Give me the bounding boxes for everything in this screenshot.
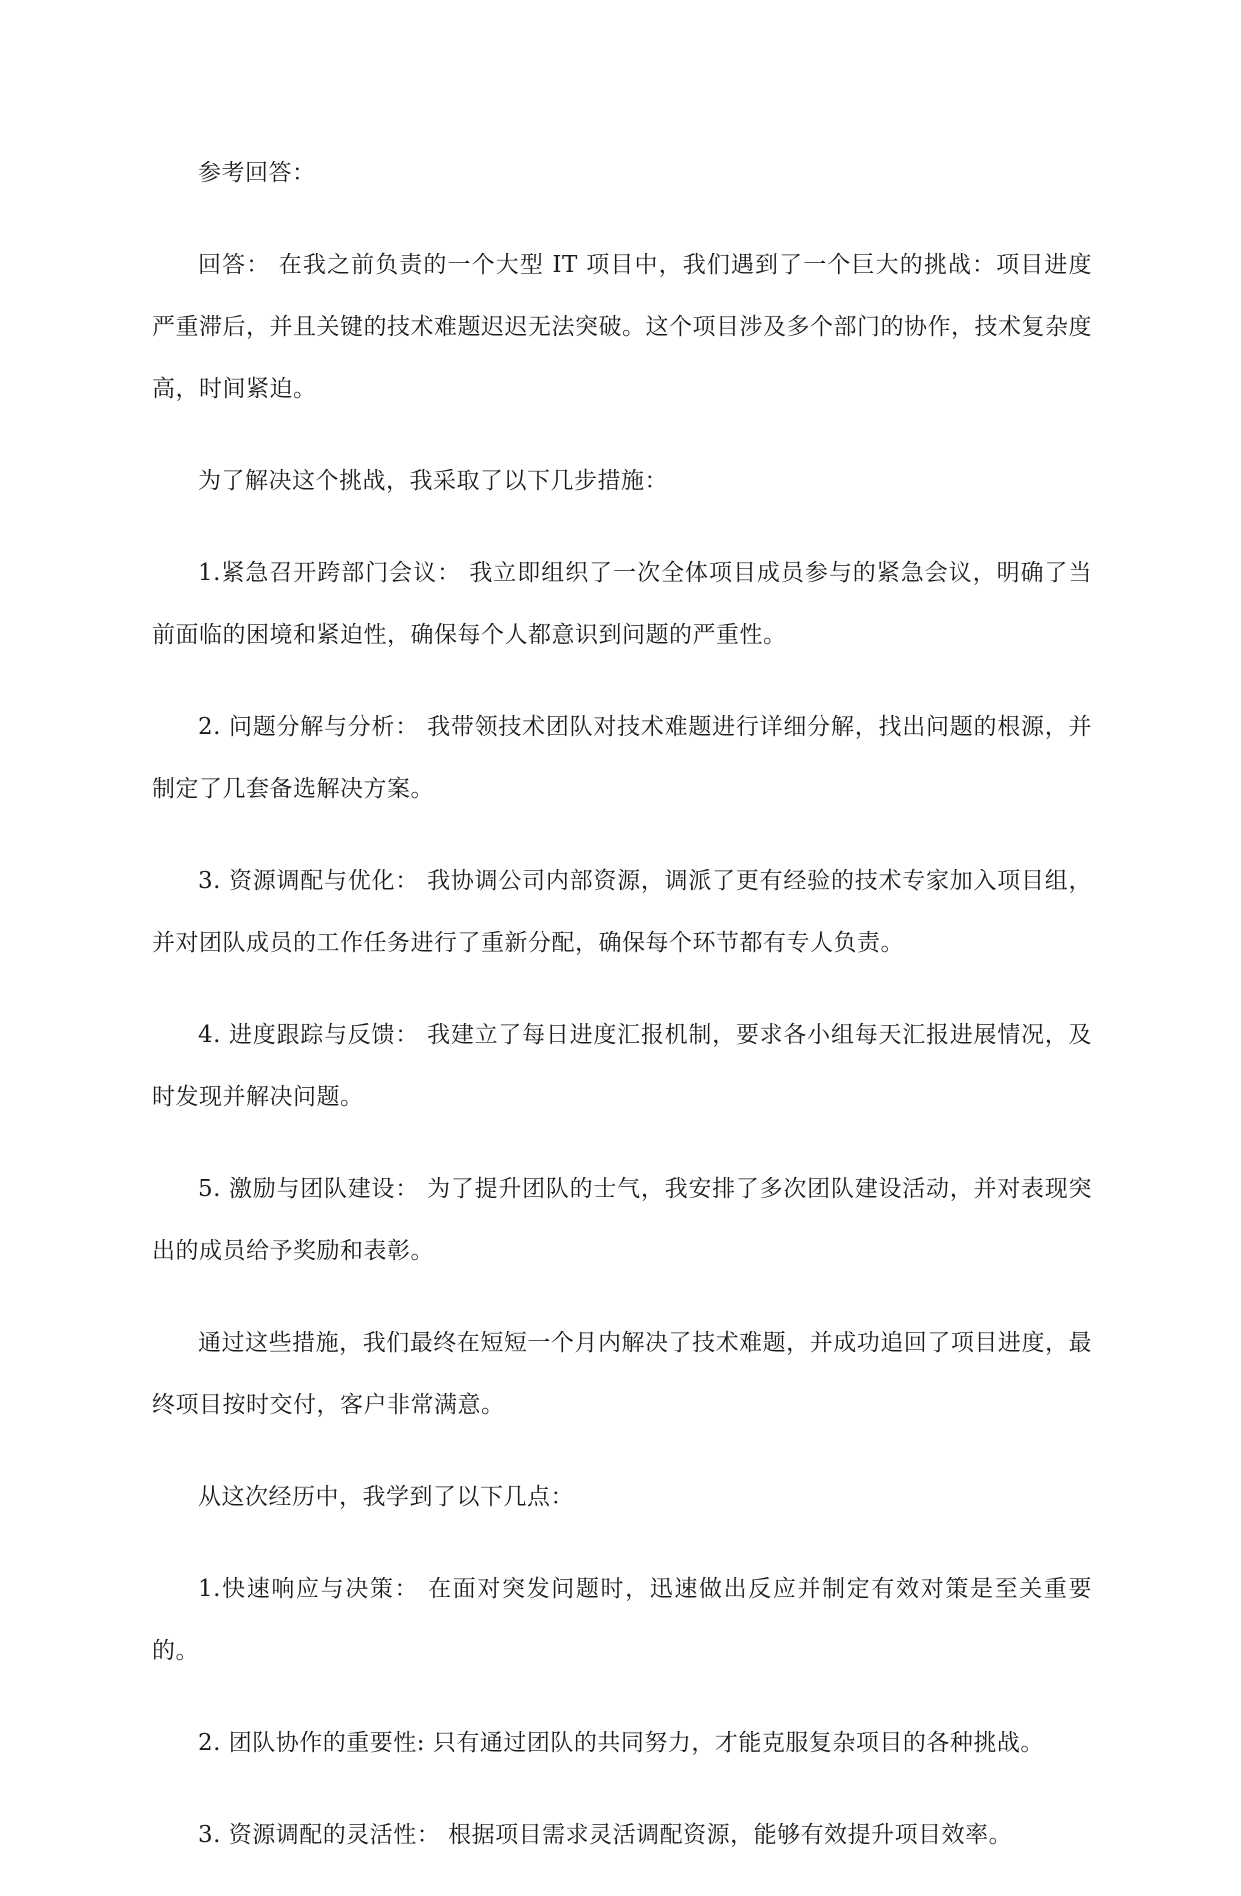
reference-answer-heading: 参考回答： — [198, 160, 316, 186]
measures-intro-paragraph: 为了解决这个挑战，我采取了以下几步措施： — [198, 468, 668, 494]
measure-item-5: 5. 激励与团队建设： 为了提升团队的士气，我安排了多次团队建设活动，并对表现突出的成员给予奖励和表彰。 — [152, 1176, 1092, 1264]
lesson-item-1: 1.快速响应与决策： 在面对突发问题时，迅速做出反应并制定有效对策是至关重要的。 — [152, 1576, 1092, 1664]
measure-item-2: 2. 问题分解与分析： 我带领技术团队对技术难题进行详细分解，找出问题的根源，并制定了几套备选解决方案。 — [152, 714, 1092, 802]
lesson-item-3: 3. 资源调配的灵活性： 根据项目需求灵活调配资源，能够有效提升项目效率。 — [198, 1822, 1013, 1848]
answer-intro-paragraph: 回答： 在我之前负责的一个大型 IT 项目中，我们遇到了一个巨大的挑战：项目进度严重滞后，并且关键的技术难题迟迟无法突破。这个项目涉及多个部门的协作，技术复杂度高，时间紧迫。 — [152, 252, 1092, 402]
outcome-paragraph: 通过这些措施，我们最终在短短一个月内解决了技术难题，并成功追回了项目进度，最终项目按时交付，客户非常满意。 — [152, 1330, 1092, 1418]
measure-item-3: 3. 资源调配与优化： 我协调公司内部资源，调派了更有经验的技术专家加入项目组，并对团队成员的工作任务进行了重新分配，确保每个环节都有专人负责。 — [152, 868, 1092, 956]
lesson-item-2: 2. 团队协作的重要性: 只有通过团队的共同努力，才能克服复杂项目的各种挑战。 — [198, 1730, 1044, 1756]
lessons-intro-paragraph: 从这次经历中，我学到了以下几点： — [198, 1484, 574, 1510]
measure-item-1: 1.紧急召开跨部门会议： 我立即组织了一次全体项目成员参与的紧急会议，明确了当前面临的困境和紧迫性，确保每个人都意识到问题的严重性。 — [152, 560, 1092, 648]
measure-item-4: 4. 进度跟踪与反馈： 我建立了每日进度汇报机制，要求各小组每天汇报进展情况，及时发现并解决问题。 — [152, 1022, 1092, 1110]
document-body — [152, 142, 1092, 1896]
